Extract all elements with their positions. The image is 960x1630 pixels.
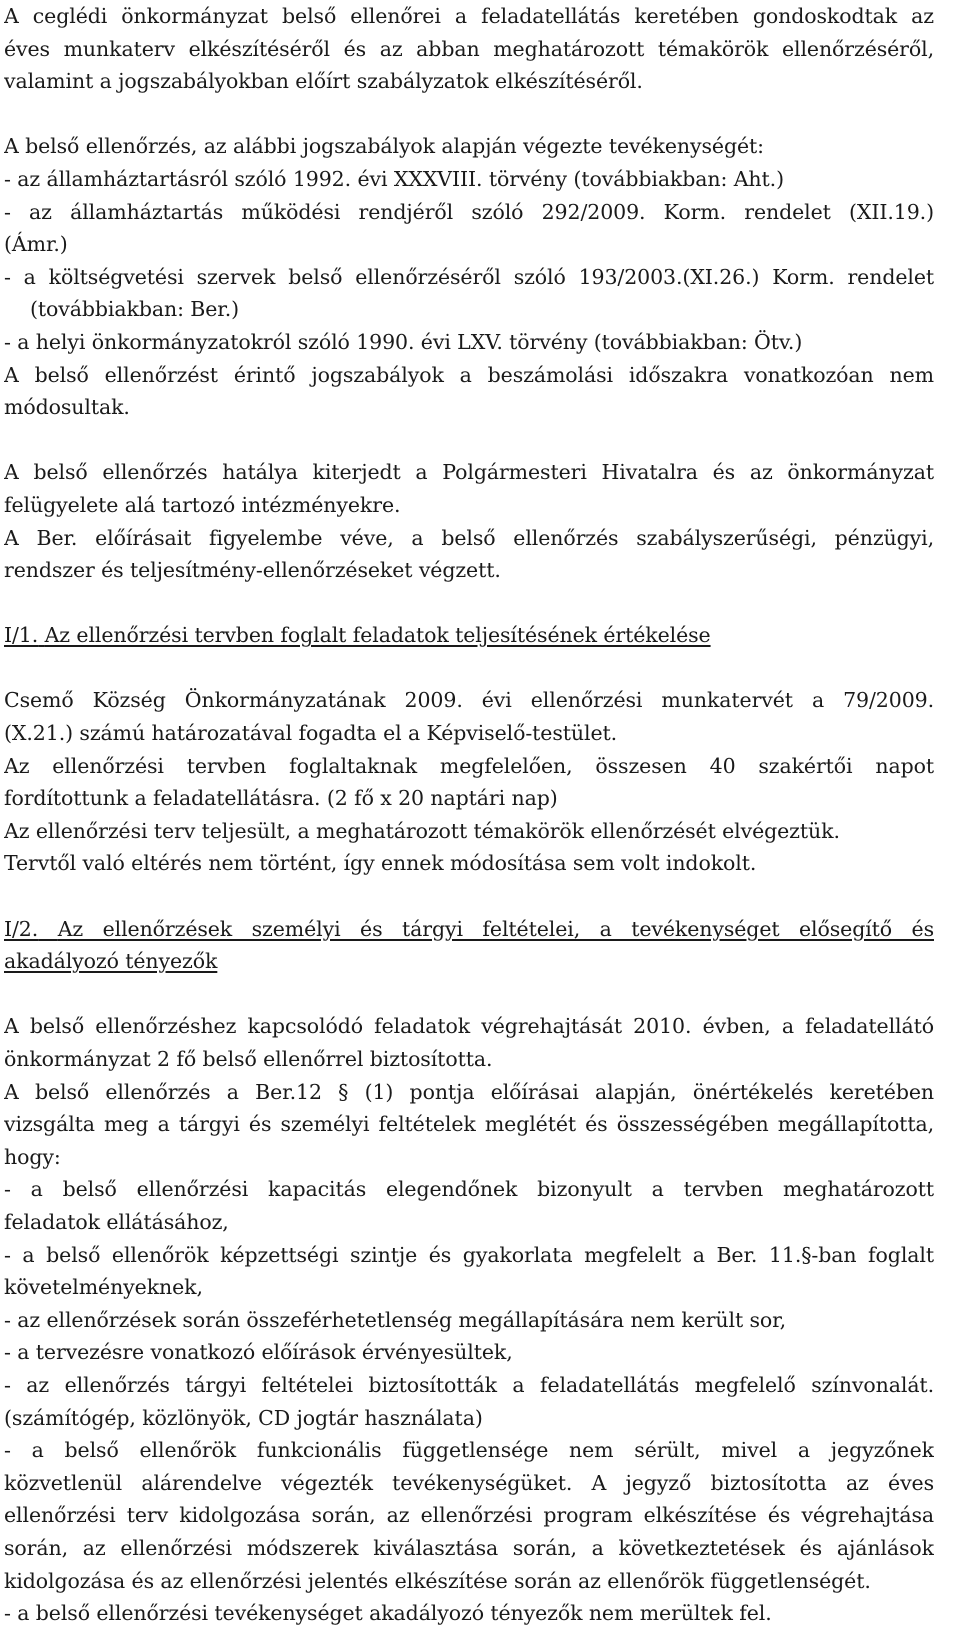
section-number: I/2. [4, 916, 39, 941]
list-item: - a tervezésre vonatkozó előírások érvényesültek, [4, 1340, 513, 1365]
text-line: ellenőrzési terv kidolgozása során, az ellenőrzési program elkészítése és végrehajtása [4, 1503, 934, 1528]
law-item: - az államháztartásról szóló 1992. évi XXXVIII. törvény (továbbiakban: Aht.) [4, 166, 784, 191]
list-item: - az ellenőrzések során összeférhetetlenség megállapítására nem került sor, [4, 1307, 787, 1332]
text-line: kidolgozása és az ellenőrzési jelentés elkészítése során az ellenőrök függetlenségét. [4, 1568, 871, 1593]
text-line: feladatok ellátásához, [4, 1209, 229, 1234]
text-line: követelményeknek, [4, 1275, 203, 1300]
text-line: önkormányzat 2 fő belső ellenőrrel biztosította. [4, 1047, 493, 1071]
section-title: Az ellenőrzési tervben foglalt feladatok teljesítésének értékelése [44, 623, 711, 648]
text-line: A Ber. előírásait figyelembe véve, a belső ellenőrzés szabályszerűségi, pénzügyi, [4, 525, 934, 550]
text-line: A belső ellenőrzéshez kapcsolódó feladatok végrehajtását 2010. évben, a feladatellátó [4, 1014, 934, 1039]
law-item: - az államháztartás működési rendjéről szóló 292/2009. Korm. rendelet (XII.19.) [4, 199, 934, 224]
text-line: módosultak. [4, 395, 130, 420]
text-line: vizsgálta meg a tárgyi és személyi feltételek meglétét és összességében megállapította, [4, 1112, 934, 1137]
section-title: Az ellenőrzések személyi és tárgyi feltételei, a tevékenységet elősegítő és [57, 916, 934, 941]
text-line: (számítógép, közlönyök, CD jogtár használata) [4, 1405, 483, 1430]
section-heading-continued: akadályozó tényezők [4, 949, 218, 974]
list-item: - a belső ellenőrzési kapacitás elegendőnek bizonyult a tervben meghatározott [4, 1177, 934, 1202]
law-item: (továbbiakban: Ber.) [30, 297, 240, 322]
intro-paragraph [4, 0, 934, 98]
document-body [4, 0, 934, 1630]
section-number: I/1. [4, 623, 39, 648]
list-item: - a belső ellenőrök funkcionális függetlensége nem sérült, mivel a jegyzőnek [4, 1438, 934, 1463]
text-line: közvetlenül alárendelve végezték tevékenységüket. A jegyző biztosította az éves [4, 1470, 934, 1495]
text-line: (X.21.) számú határozatával fogadta el a Képviselő-testület. [4, 721, 618, 746]
section-2 [4, 913, 934, 1630]
text-line: felügyelete alá tartozó intézményekre. [4, 492, 401, 517]
text-line: során, az ellenőrzési módszerek kiválasztása során, a következtetések és ajánlások [4, 1535, 934, 1560]
text-line: A belső ellenőrzés a Ber.12 § (1) pontja előírásai alapján, önértékelés keretében [4, 1079, 934, 1104]
list-item: - a belső ellenőrök képzettségi szintje és gyakorlata megfelelt a Ber. 11.§-ban foglalt [4, 1242, 934, 1267]
laws-intro: A belső ellenőrzés, az alábbi jogszabályok alapján végezte tevékenységét: [4, 134, 764, 159]
text-line: Az ellenőrzési terv teljesült, a meghatározott témakörök ellenőrzését elvégeztük. [4, 818, 840, 843]
text-line: hogy: [4, 1144, 61, 1169]
text-line: A belső ellenőrzés hatálya kiterjedt a Polgármesteri Hivatalra és az önkormányzat [4, 460, 934, 485]
section-heading [4, 913, 934, 946]
text-line: fordítottunk a feladatellátásra. (2 fő x 20 naptári nap) [4, 786, 558, 811]
law-item: - a költségvetési szervek belső ellenőrzéséről szóló 193/2003.(XI.26.) Korm. rendelet [4, 264, 934, 289]
section-1 [4, 619, 934, 880]
law-item: - a helyi önkormányzatokról szóló 1990. évi LXV. törvény (továbbiakban: Ötv.) [4, 329, 803, 354]
laws-list [4, 130, 934, 423]
text-line: valamint a jogszabályokban előírt szabályzatok elkészítéséről. [4, 69, 643, 94]
text-line: A belső ellenőrzést érintő jogszabályok a beszámolási időszakra vonatkozóan nem [4, 362, 934, 387]
list-item: - az ellenőrzés tárgyi feltételei biztosították a feladatellátás megfelelő színvonalát. [4, 1372, 934, 1397]
text-line: Csemő Község Önkormányzatának 2009. évi ellenőrzési munkatervét a 79/2009. [4, 688, 934, 713]
scope-paragraph [4, 456, 934, 586]
section-heading [4, 619, 934, 652]
text-line: Az ellenőrzési tervben foglaltaknak megfelelően, összesen 40 szakértői napot [4, 753, 934, 778]
text-line: Tervtől való eltérés nem történt, így ennek módosítása sem volt indokolt. [4, 851, 757, 876]
text-line: éves munkaterv elkészítéséről és az abban meghatározott témakörök ellenőrzéséről, [4, 36, 934, 61]
law-item: (Ámr.) [4, 232, 68, 257]
text-line: A ceglédi önkormányzat belső ellenőrei a feladatellátás keretében gondoskodtak az [4, 4, 934, 28]
list-item: - a belső ellenőrzési tevékenységet akadályozó tényezők nem merültek fel. [4, 1601, 772, 1626]
text-line: rendszer és teljesítmény-ellenőrzéseket végzett. [4, 558, 501, 583]
